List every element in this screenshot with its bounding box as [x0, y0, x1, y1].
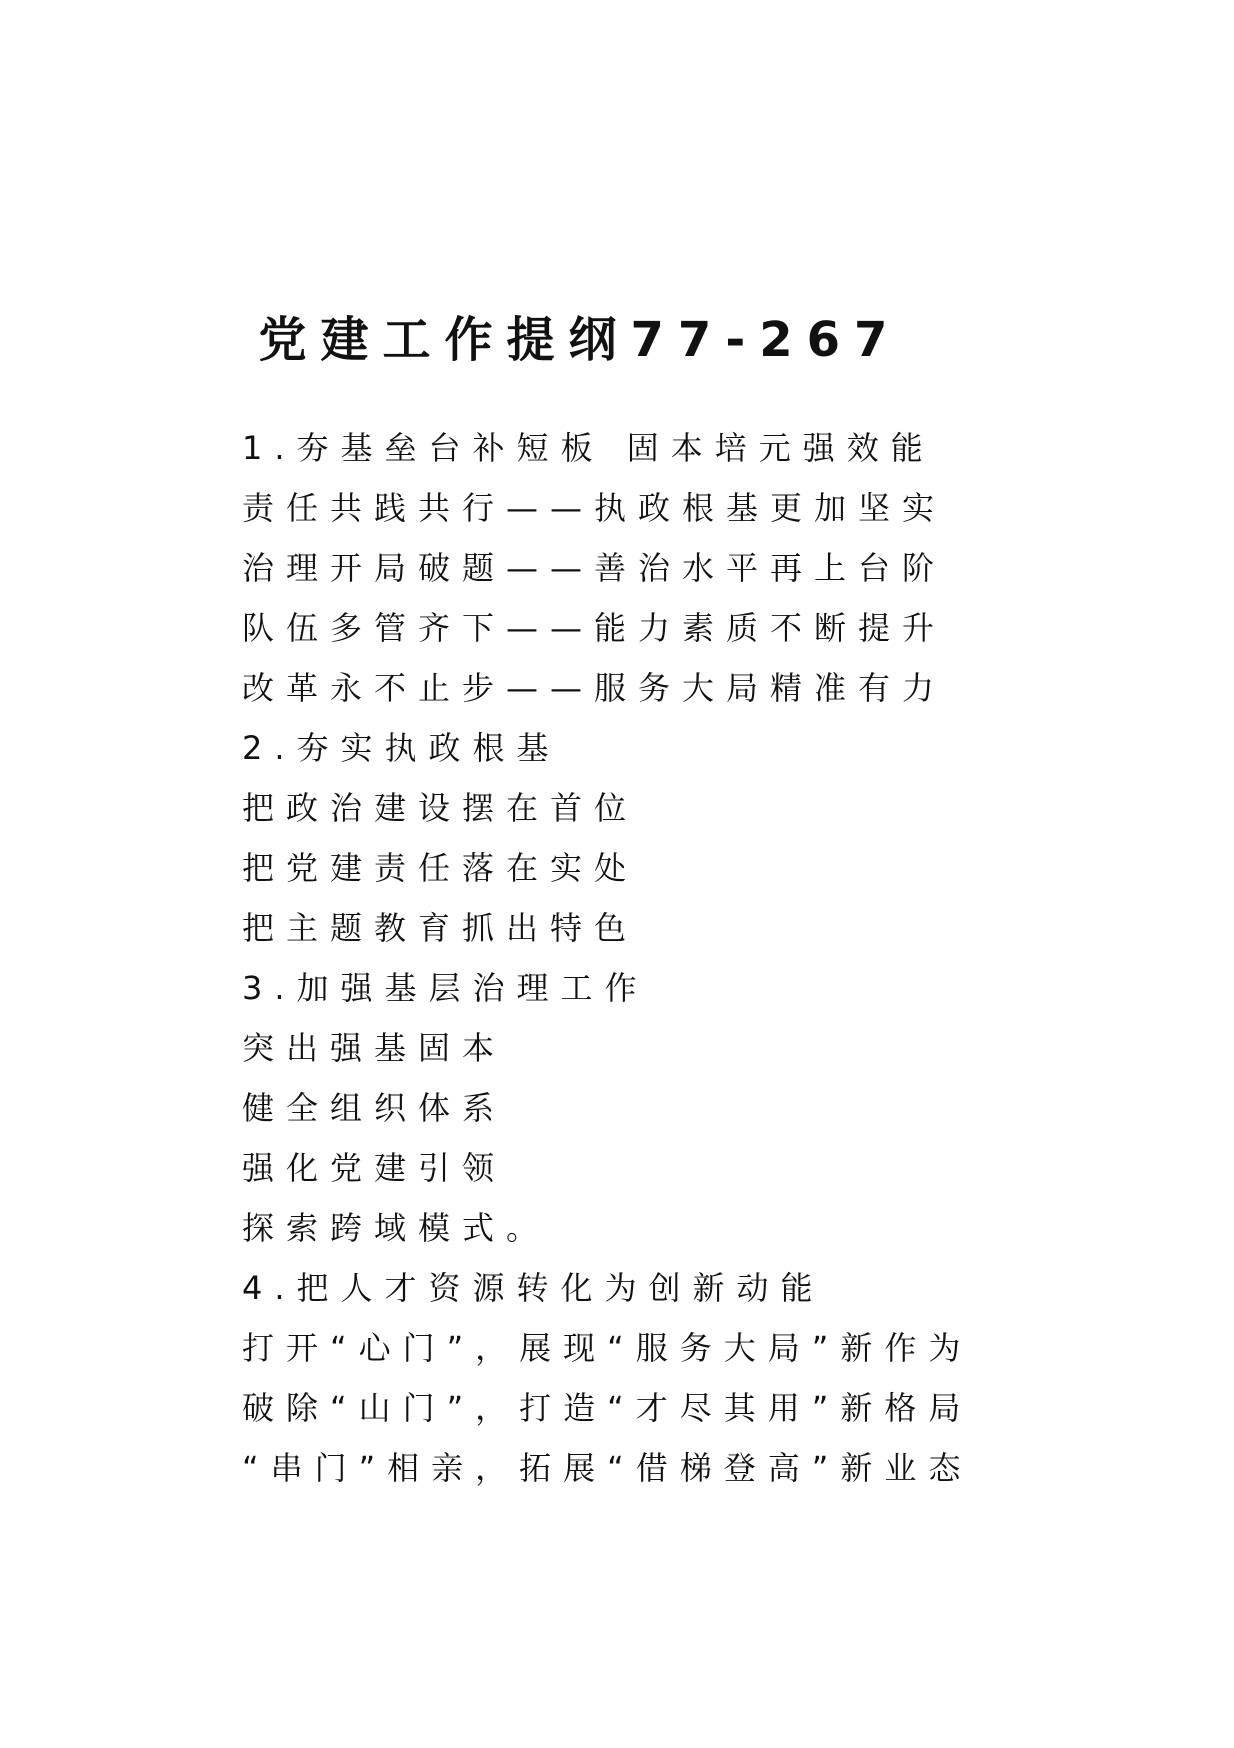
outline-line: 2.夯实执政根基 [242, 729, 561, 767]
outline-line: 4.把人才资源转化为创新动能 [242, 1269, 825, 1307]
outline-line: 强化党建引领 [242, 1149, 507, 1187]
outline-line: 把主题教育抓出特色 [242, 909, 639, 947]
outline-line: 健全组织体系 [242, 1089, 507, 1127]
outline-line: 突出强基固本 [242, 1029, 507, 1067]
document-title: 党建工作提纲77-267 [258, 312, 902, 369]
outline-line: 3.加强基层治理工作 [242, 969, 649, 1007]
outline-line: 打开“心门”，展现“服务大局”新作为 [242, 1329, 973, 1367]
outline-line: 治理开局破题——善治水平再上台阶 [242, 549, 947, 587]
outline-list [242, 418, 1122, 1498]
outline-line: 破除“山门”，打造“才尽其用”新格局 [242, 1389, 973, 1427]
outline-line: 改革永不止步——服务大局精准有力 [242, 669, 947, 707]
outline-line: 队伍多管齐下——能力素质不断提升 [242, 609, 947, 647]
outline-line: 把党建责任落在实处 [242, 849, 639, 887]
outline-line: 1.夯基垒台补短板 固本培元强效能 [242, 429, 935, 467]
outline-line: “串门”相亲，拓展“借梯登高”新业态 [242, 1449, 973, 1487]
outline-line: 责任共践共行——执政根基更加坚实 [242, 489, 947, 527]
outline-line: 把政治建设摆在首位 [242, 789, 639, 827]
outline-line: 探索跨域模式。 [242, 1209, 551, 1247]
